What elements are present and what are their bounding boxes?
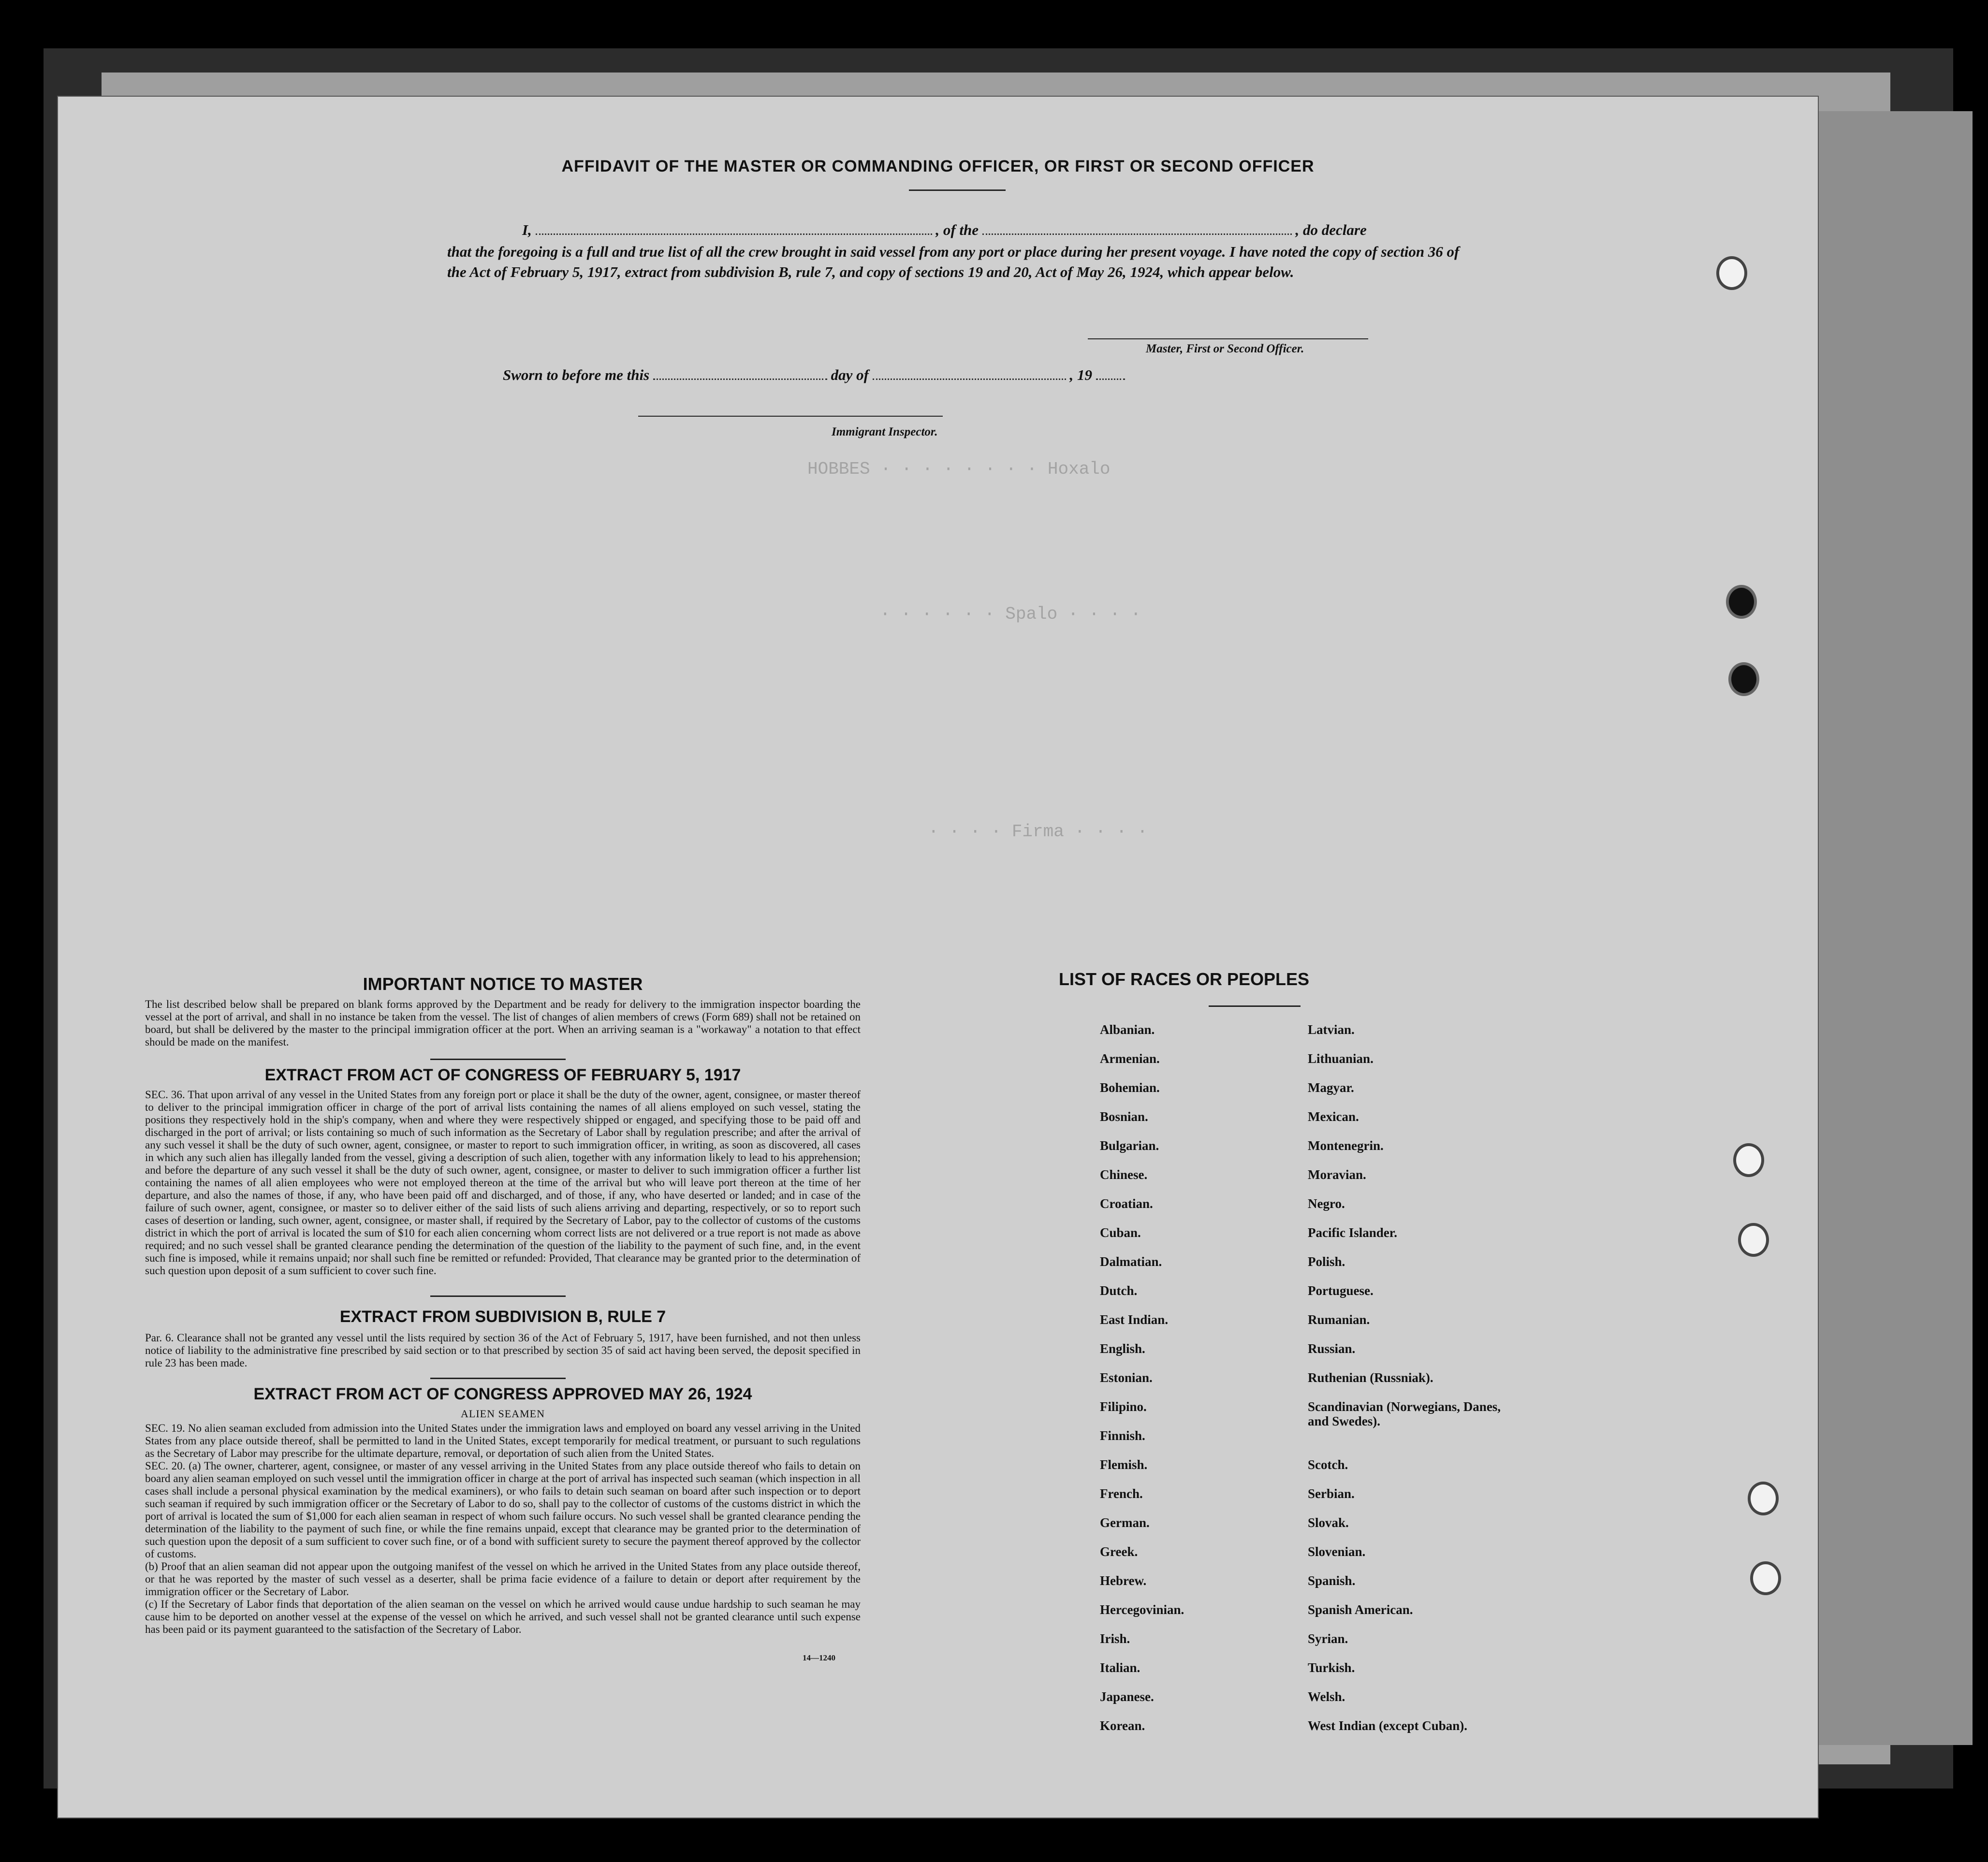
- race-item: Ruthenian (Russniak).: [1308, 1370, 1433, 1385]
- races-right-column: [1308, 1022, 1520, 1747]
- divider: [430, 1295, 566, 1297]
- extract-1917-text: SEC. 36. That upon arrival of any vessel in the United States from any foreign port or place it shall be the duty of the owner, agent, consignee, or master thereof to deliver to the principal immigration officer in charge of the port of arrival lists containing the names of all aliens employed on such vessel, stating the positions they respectively hold in the ship's company, when and where they were respectively shipped or engaged, and specifying those to be paid off and discharged in the port of arrival; or lists containing so much of such information as the Secretary of Labor shall by regulation prescribe; and after the arrival of any such vessel it shall be the duty of such owner, agent, consignee, or master to report to such immigration officer, in writing, as soon as discovered, all cases in which any such alien has illegally landed from the vessel, giving a description of such alien, together with any information likely to lead to his apprehension; and before the departure of any such vessel it shall be the duty of such owner, agent, consignee, or master to deliver to such immigration officer a further list containing the names of all alien employees who were not employed thereon at the time of the arrival but who will leave port thereon at the time of her departure, and also the names of those, if any, who have been paid off and discharged, and of those, if any, who have deserted or landed; and in case of the failure of such owner, agent, consignee, or master so to deliver either of the said lists of such aliens arriving and departing, respectively, or so to report such cases of desertion or landing, such owner, agent, consignee, or master shall, if required by the Secretary of Labor, pay to the collector of customs of the customs district in which the port of arrival is located the sum of $10 for each alien concerning whom correct lists are not delivered or a true report is not made as above required; and no such vessel shall be granted clearance pending the determination of the question of the liability to the payment of such fine, and, in the event such fine is imposed, while it remains unpaid; nor shall such fine be remitted or refunded: Provided, That clearance may be granted prior to the determination of such question upon deposit of a sum sufficient to cover such fine.: [145, 1089, 861, 1277]
- bleed-through-text: · · · · Firma · · · ·: [928, 822, 1148, 842]
- notice-title: IMPORTANT NOTICE TO MASTER: [363, 974, 643, 994]
- race-item: Turkish.: [1308, 1660, 1355, 1675]
- race-item: English.: [1100, 1341, 1145, 1356]
- punch-hole: [1728, 662, 1759, 696]
- sworn-label: Sworn to before me this: [503, 366, 650, 383]
- race-item: Rumanian.: [1308, 1312, 1370, 1327]
- sworn-month-field[interactable]: [873, 365, 1066, 380]
- race-item: Cuban.: [1100, 1225, 1141, 1240]
- notice-text: The list described below shall be prepared on blank forms approved by the Department and be ready for delivery to the immigration inspector boarding the vessel at the port of arrival, and shall in no instance be taken from the vessel. The list of changes of alien members of crews (Form 689) shall not be retained on board, but shall be delivered by the master to the principal immigration officer at the port. When an arriving seaman is a "workaway" a notation to that effect should be made on the manifest.: [145, 998, 861, 1048]
- race-item: Slovak.: [1308, 1515, 1349, 1530]
- race-item: Korean.: [1100, 1718, 1145, 1733]
- race-item: German.: [1100, 1515, 1150, 1530]
- race-item: Hercegovinian.: [1100, 1602, 1184, 1617]
- race-item: East Indian.: [1100, 1312, 1169, 1327]
- race-item: Welsh.: [1308, 1689, 1345, 1704]
- inspector-label: Immigrant Inspector.: [832, 425, 938, 438]
- race-item: Syrian.: [1308, 1631, 1348, 1646]
- race-item: Latvian.: [1308, 1022, 1355, 1037]
- bleed-through-text: HOBBES · · · · · · · · Hoxalo: [807, 459, 1111, 479]
- race-item: Pacific Islander.: [1308, 1225, 1397, 1240]
- race-item: Japanese.: [1100, 1689, 1154, 1704]
- subdivision-text: Par. 6. Clearance shall not be granted any vessel until the lists required by section 36 of the Act of February 5, 1917, have been furnished, and not then unless notice of liability to the administrative fine prescribed by said section or to that prescribed by section 35 of said act having been served, the deposit specified in rule 23 has been made.: [145, 1332, 861, 1369]
- affidavit-declaration-line: [464, 220, 1470, 239]
- divider: [430, 1378, 566, 1379]
- sworn-line: [503, 365, 1125, 384]
- race-item: Bohemian.: [1100, 1080, 1160, 1095]
- sec-19-text: SEC. 19. No alien seaman excluded from admission into the United States under the immigration laws and employed on board any vessel arriving in the United States from any place outside thereof, shall be permitted to land in the United States, except temporarily for medical treatment, or pursuant to such regulations as the Secretary of Labor may prescribe for the ultimate departure, removal, or deportation of such alien from the United States.: [145, 1422, 861, 1459]
- punch-hole: [1733, 1143, 1764, 1177]
- race-item: Moravian.: [1308, 1167, 1366, 1182]
- punch-hole: [1726, 585, 1757, 619]
- race-item: Finnish.: [1100, 1428, 1145, 1443]
- sworn-day-field[interactable]: [653, 365, 827, 380]
- extract-1924-title: EXTRACT FROM ACT OF CONGRESS APPROVED MAY 26, 1924: [253, 1385, 752, 1403]
- vessel-field[interactable]: [982, 220, 1292, 235]
- race-item: Bulgarian.: [1100, 1138, 1159, 1153]
- signature-line[interactable]: [1088, 338, 1368, 339]
- of-the-label: , of the: [936, 221, 979, 238]
- races-left-column: [1100, 1022, 1284, 1747]
- race-item: Spanish.: [1308, 1573, 1356, 1588]
- race-item: Filipino.: [1100, 1399, 1147, 1414]
- race-item: Mexican.: [1308, 1109, 1359, 1124]
- races-title: LIST OF RACES OR PEOPLES: [1059, 969, 1310, 989]
- affidavit-body: that the foregoing is a full and true list of all the crew brought in said vessel from any port or place during her present voyage. I have noted the copy of section 36 of the Act of February 5, 1917, extract from subdivision B, rule 7, and copy of sections 19 and 20, Act of May 26, 1924, which appear below.: [447, 243, 1460, 280]
- race-item: Russian.: [1308, 1341, 1356, 1356]
- inspector-signature-line[interactable]: [638, 416, 943, 417]
- extract-1917-title: EXTRACT FROM ACT OF CONGRESS OF FEBRUARY 5, 1917: [264, 1066, 741, 1084]
- punch-hole: [1716, 256, 1747, 290]
- divider: [1209, 1005, 1301, 1007]
- race-item: Scotch.: [1308, 1457, 1348, 1472]
- race-item: Portuguese.: [1308, 1283, 1374, 1298]
- manifest-page: [58, 97, 1818, 1818]
- declare-label: , do declare: [1295, 221, 1367, 238]
- race-item: Hebrew.: [1100, 1573, 1147, 1588]
- form-number: 14—1240: [803, 1653, 835, 1662]
- affidavit-title: AFFIDAVIT OF THE MASTER OR COMMANDING OFFICER, OR FIRST OR SECOND OFFICER: [561, 157, 1315, 175]
- race-item: Serbian.: [1308, 1486, 1355, 1501]
- race-item: Chinese.: [1100, 1167, 1148, 1182]
- race-item: West Indian (except Cuban).: [1308, 1718, 1468, 1733]
- race-item: Bosnian.: [1100, 1109, 1148, 1124]
- day-of-label: day of: [831, 366, 869, 383]
- punch-hole: [1748, 1482, 1779, 1515]
- race-item: Spanish American.: [1308, 1602, 1413, 1617]
- divider: [430, 1059, 566, 1060]
- sec-20b-text: (b) Proof that an alien seaman did not appear upon the outgoing manifest of the vessel on which he arrived in the United States from any place outside thereof, or that he was reported by the master of such vessel as a deserter, shall be prima facie evidence of a failure to detain or deport after requirement by the immigration officer or the Secretary of Labor.: [145, 1560, 861, 1598]
- race-item: Croatian.: [1100, 1196, 1153, 1211]
- race-item: Greek.: [1100, 1544, 1138, 1559]
- race-item: Dutch.: [1100, 1283, 1138, 1298]
- sec-20c-text: (c) If the Secretary of Labor finds that deportation of the alien seaman on the vessel on which he arrived would cause undue hardship to such seaman he may cause him to be deported on another vessel at the expense of the vessel on which he arrived, and such vessel shall not be granted clearance until such expense has been paid or its payment guaranteed to the satisfaction of the Secretary of Labor.: [145, 1598, 861, 1635]
- race-item: Italian.: [1100, 1660, 1140, 1675]
- sec-20a-text: SEC. 20. (a) The owner, charterer, agent, consignee, or master of any vessel arriving in the United States from any place outside thereof who fails to detain on board any alien seaman employed on such vessel until the immigration officer in charge at the port of arrival has inspected such seaman (which inspection in all cases shall include a personal physical examination by the medical examiners), or who fails to detain such seaman on board after such inspection or to deport such seaman if required by such immigration officer or the Secretary of Labor to do so, shall pay to the collector of customs of the customs district in which the port of arrival is located the sum of $1,000 for each alien seaman in respect of whom such failure occurs. No such vessel shall be granted clearance pending the determination of the liability to the payment of such fine, or while the fine remains unpaid, except that clearance may be granted prior to the determination of such question upon the deposit of a sum sufficient to cover such fine, or of a bond with sufficient surety to secure the payment thereof approved by the collector of customs.: [145, 1460, 861, 1560]
- race-item: Negro.: [1308, 1196, 1345, 1211]
- race-item: Armenian.: [1100, 1051, 1160, 1066]
- race-item: French.: [1100, 1486, 1143, 1501]
- race-item: Montenegrin.: [1308, 1138, 1384, 1153]
- bleed-through-text: · · · · · · Spalo · · · ·: [880, 604, 1141, 624]
- i-label: I,: [522, 221, 532, 238]
- year-label: , 19: [1069, 366, 1092, 383]
- race-item: Estonian.: [1100, 1370, 1153, 1385]
- extract-1924-sections: [145, 1422, 861, 1636]
- race-item: Flemish.: [1100, 1457, 1148, 1472]
- signer-label: Master, First or Second Officer.: [1146, 342, 1304, 355]
- punch-hole: [1750, 1561, 1781, 1595]
- race-item: Irish.: [1100, 1631, 1130, 1646]
- alien-seamen-subtitle: ALIEN SEAMEN: [461, 1408, 545, 1420]
- subdivision-title: EXTRACT FROM SUBDIVISION B, RULE 7: [339, 1308, 666, 1326]
- race-item: Slovenian.: [1308, 1544, 1366, 1559]
- race-item: Dalmatian.: [1100, 1254, 1162, 1269]
- divider: [909, 189, 1006, 191]
- punch-hole: [1738, 1223, 1769, 1257]
- race-item: Magyar.: [1308, 1080, 1354, 1095]
- name-field[interactable]: [536, 220, 932, 235]
- race-item: Albanian.: [1100, 1022, 1155, 1037]
- race-item: Lithuanian.: [1308, 1051, 1374, 1066]
- race-item: Polish.: [1308, 1254, 1345, 1269]
- sworn-year-field[interactable]: [1096, 365, 1125, 380]
- race-item: Scandinavian (Norwegians, Danes, and Swedes).: [1308, 1399, 1501, 1428]
